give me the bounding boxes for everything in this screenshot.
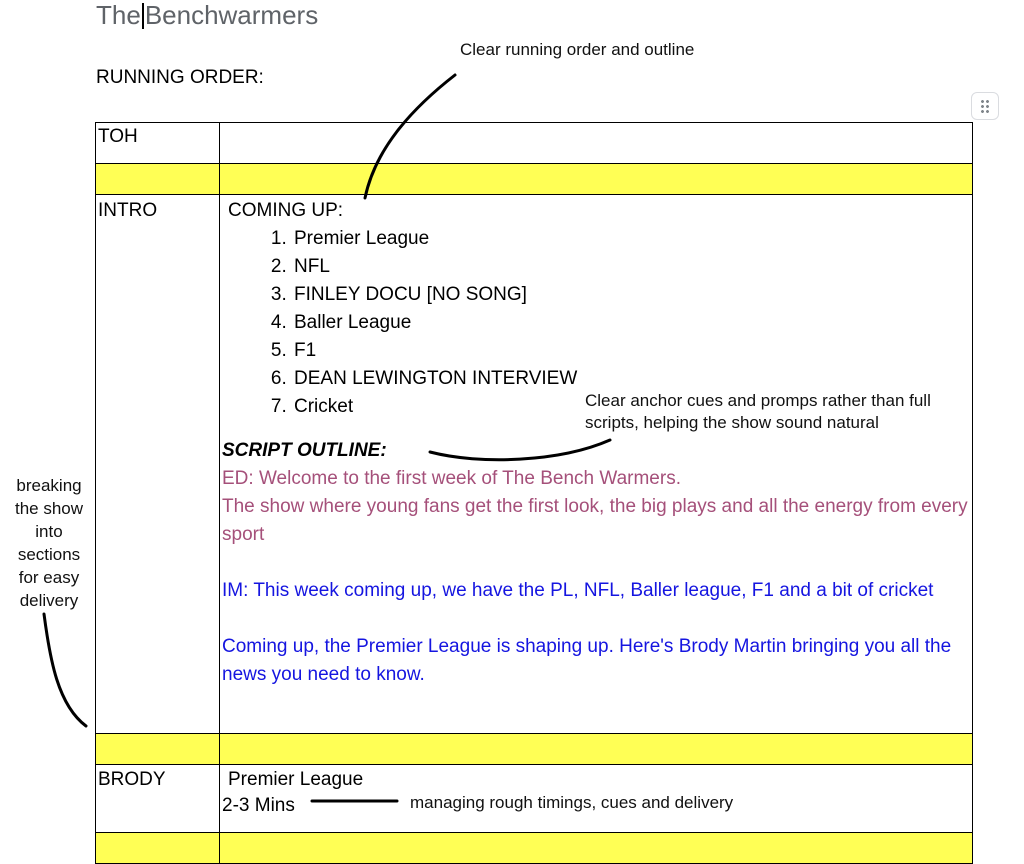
intro-content-cell[interactable] [220, 195, 973, 734]
spacer-cell[interactable] [220, 734, 973, 765]
script-outline-heading: SCRIPT OUTLINE: [222, 440, 387, 461]
drag-handle-icon[interactable] [971, 92, 999, 120]
toh-content-cell[interactable] [220, 123, 973, 164]
ed-line-show-description: The show where young fans get the first look, the big plays and all the energy from every sport [222, 496, 968, 545]
arrow-to-sections [44, 614, 86, 726]
annotation-anchor-cues: Clear anchor cues and promps rather than full scripts, helping the show sound natural [585, 391, 931, 432]
spacer-cell[interactable] [96, 164, 220, 195]
annotation-timings: managing rough timings, cues and delivery [410, 793, 734, 812]
list-item: 1. Premier League [292, 225, 972, 253]
im-line-coming-up: Coming up, the Premier League is shaping up. Here's Brody Martin bringing you all the news you need to know. [222, 636, 952, 685]
list-item: 5. F1 [292, 337, 972, 365]
annotation-running-order: Clear running order and outline [460, 40, 695, 59]
toh-label-cell[interactable]: TOH [96, 123, 220, 164]
spacer-row [96, 833, 973, 864]
brody-duration: 2-3 Mins [222, 795, 295, 816]
im-line-this-week: IM: This week coming up, we have the PL, NFL, Baller league, F1 and a bit of cricket [222, 580, 934, 601]
running-order-table[interactable] [95, 122, 973, 864]
spacer-cell[interactable] [96, 734, 220, 765]
coming-up-heading: COMING UP: [228, 200, 344, 221]
spacer-cell[interactable] [96, 833, 220, 864]
ed-line-welcome: ED: Welcome to the first week of The Bench Warmers. [222, 468, 681, 489]
spacer-row [96, 164, 973, 195]
intro-label: INTRO [98, 200, 158, 221]
list-item: 7. Cricket [292, 393, 972, 421]
spacer-row [96, 734, 973, 765]
list-item: 4. Baller League [292, 309, 972, 337]
list-item: 2. NFL [292, 253, 972, 281]
brody-label-cell[interactable] [96, 765, 220, 833]
list-item: 3. FINLEY DOCU [NO SONG] [292, 281, 972, 309]
spacer-cell[interactable] [220, 164, 973, 195]
brody-segment-title: Premier League [228, 769, 364, 790]
table-row-toh [96, 123, 973, 164]
brody-label: BRODY [98, 769, 166, 790]
intro-label-cell[interactable] [96, 195, 220, 734]
list-item: 6. DEAN LEWINGTON INTERVIEW [292, 365, 972, 393]
text-cursor [142, 3, 144, 29]
annotation-sections: breaking the show into sections for easy delivery [14, 476, 84, 610]
table-row-intro [96, 195, 973, 734]
spacer-cell[interactable] [220, 833, 973, 864]
running-order-label[interactable]: RUNNING ORDER: [96, 67, 264, 88]
document-title[interactable]: The Benchwarmers [96, 0, 319, 30]
